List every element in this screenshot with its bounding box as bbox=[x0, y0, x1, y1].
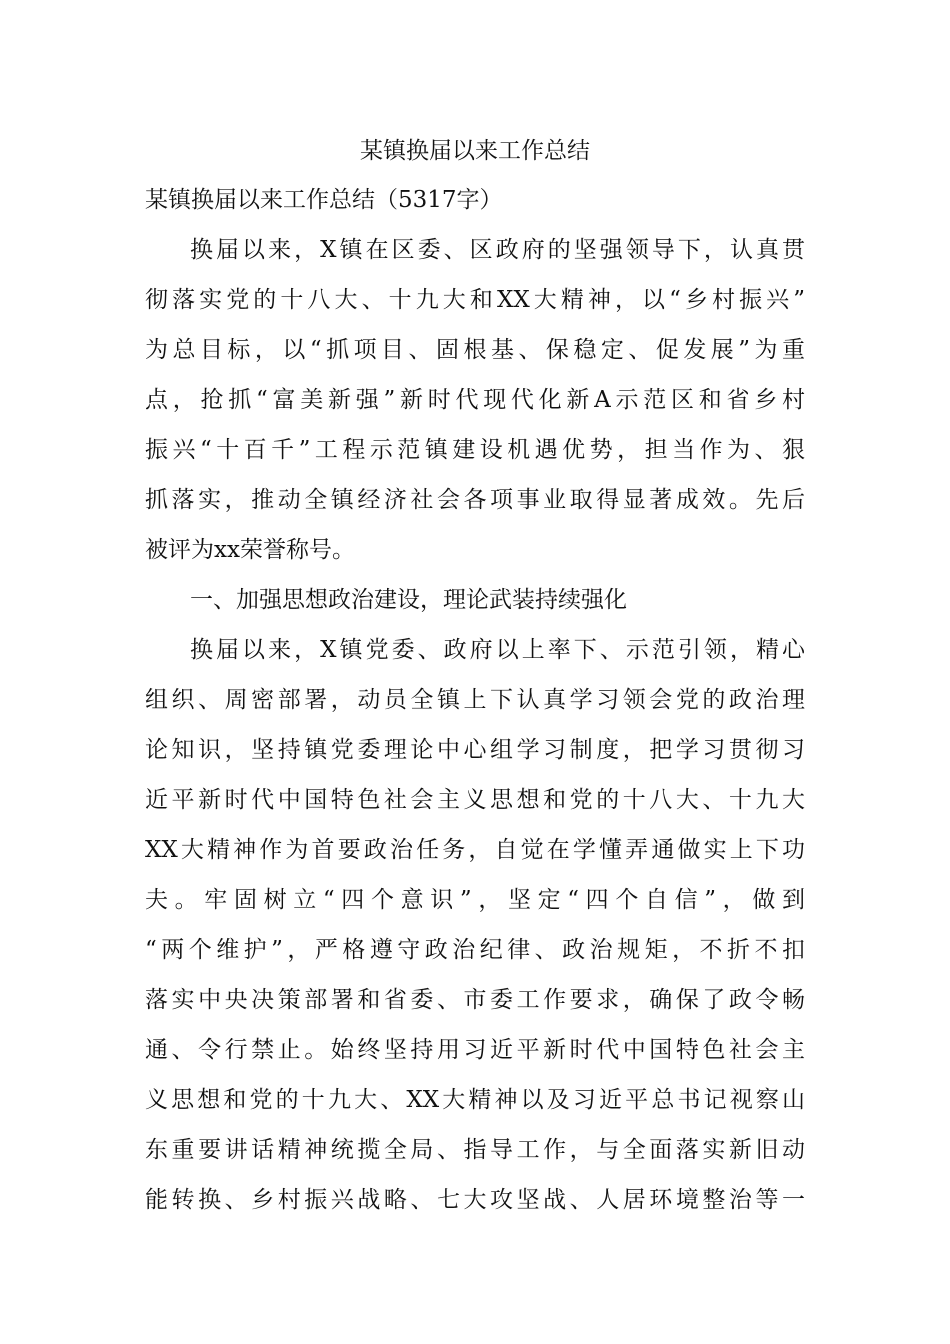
paragraph-line: 义思想和党的十九大、XX大精神以及习近平总书记视察山 bbox=[145, 1087, 805, 1113]
paragraph-line: 彻落实党的十八大、十九大和XX大精神，以“乡村振兴” bbox=[145, 287, 805, 313]
paragraph-line: 点，抢抓“富美新强”新时代现代化新A示范区和省乡村 bbox=[145, 387, 805, 413]
paragraph-line: 能转换、乡村振兴战略、七大攻坚战、人居环境整治等一 bbox=[145, 1187, 805, 1213]
paragraph-line: 论知识，坚持镇党委理论中心组学习制度，把学习贯彻习 bbox=[145, 737, 805, 763]
paragraph-line: XX大精神作为首要政治任务，自觉在学懂弄通做实上下功 bbox=[145, 837, 805, 863]
paragraph-line: 被评为xx荣誉称号。 bbox=[145, 537, 355, 563]
paragraph-line: 换届以来，X镇在区委、区政府的坚强领导下，认真贯 bbox=[190, 237, 805, 263]
paragraph-line: “两个维护”，严格遵守政治纪律、政治规矩，不折不扣 bbox=[145, 937, 805, 963]
section-heading: 一、加强思想政治建设，理论武装持续强化 bbox=[190, 587, 627, 613]
paragraph-line: 换届以来，X镇党委、政府以上率下、示范引领，精心 bbox=[190, 637, 805, 663]
paragraph-line: 落实中央决策部署和省委、市委工作要求，确保了政令畅 bbox=[145, 987, 805, 1013]
document-subtitle: 某镇换届以来工作总结（5317字） bbox=[145, 187, 503, 213]
paragraph-line: 抓落实，推动全镇经济社会各项事业取得显著成效。先后 bbox=[145, 487, 805, 513]
document-title: 某镇换届以来工作总结 bbox=[360, 138, 590, 164]
paragraph-line: 近平新时代中国特色社会主义思想和党的十八大、十九大 bbox=[145, 787, 805, 813]
paragraph-line: 为总目标，以“抓项目、固根基、保稳定、促发展”为重 bbox=[145, 337, 805, 363]
paragraph-line: 振兴“十百千”工程示范镇建设机遇优势，担当作为、狠 bbox=[145, 437, 805, 463]
paragraph-line: 组织、周密部署，动员全镇上下认真学习领会党的政治理 bbox=[145, 687, 805, 713]
paragraph-line: 夫。牢固树立“四个意识”，坚定“四个自信”，做到 bbox=[145, 887, 805, 913]
paragraph-line: 东重要讲话精神统揽全局、指导工作，与全面落实新旧动 bbox=[145, 1137, 805, 1163]
paragraph-line: 通、令行禁止。始终坚持用习近平新时代中国特色社会主 bbox=[145, 1037, 805, 1063]
